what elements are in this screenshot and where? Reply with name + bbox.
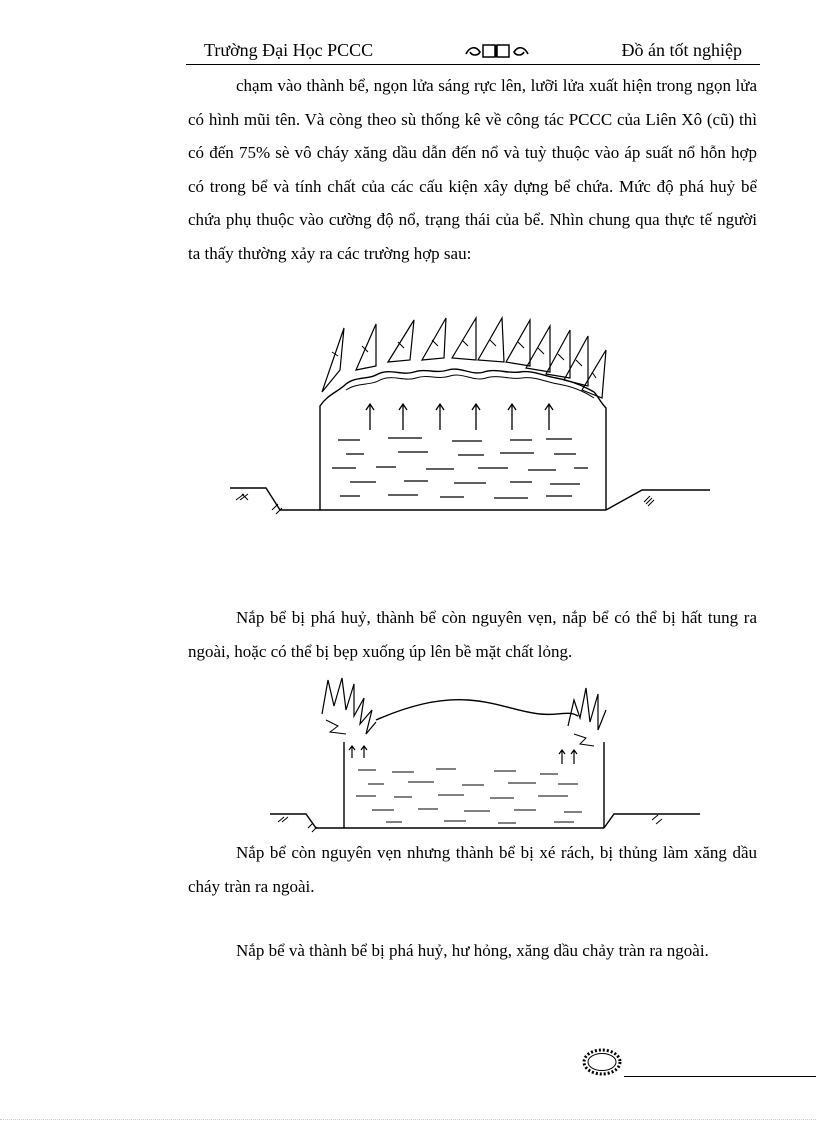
tank-wall-rupture-figure bbox=[268, 676, 700, 836]
footer-rule bbox=[624, 1076, 816, 1077]
header-book-ornament-icon bbox=[464, 42, 530, 60]
header-document-type: Đồ án tốt nghiệp bbox=[621, 40, 742, 60]
footer-wreath-ornament-icon bbox=[580, 1046, 624, 1078]
case-two-paragraph: Nắp bể còn nguyên vẹn nhưng thành bể bị xé rách, bị thủng làm xăng dầu cháy tràn ra ngoài. bbox=[188, 843, 757, 896]
case-three-paragraph: Nắp bể và thành bể bị phá huỷ, hư hỏng, xăng dầu chảy tràn ra ngoài. bbox=[236, 941, 709, 960]
intro-paragraph: chạm vào thành bể, ngọn lửa sáng rực lên, lưỡi lửa xuất hiện trong ngọn lửa có hình mũi tên. Và còng theo sù thống kê về công tác PCCC của Liên Xô (cũ) thì có đến 75% sè vô cháy xăng dầu dẫn đến nổ và tuỳ thuộc vào áp suất nổ hỗn hợp có trong bể và tính chất của các cấu kiện xây dựng bể chứa. Mức độ phá huỷ bể chứa phụ thuộc vào cường độ nổ, trạng thái của bể. Nhìn chung qua thực tế người ta thấy thường xảy ra các trường hợp sau: bbox=[188, 76, 757, 263]
tank-roof-explosion-figure bbox=[228, 310, 712, 525]
page-header bbox=[186, 38, 760, 65]
page-bottom-border bbox=[0, 1119, 816, 1120]
case-one-paragraph: Nắp bể bị phá huỷ, thành bể còn nguyên vẹn, nắp bể có thể bị hất tung ra ngoài, hoặc có thể bị bẹp xuống úp lên bề mặt chất lỏng. bbox=[188, 608, 757, 661]
header-school-name: Trường Đại Học PCCC bbox=[204, 40, 374, 60]
